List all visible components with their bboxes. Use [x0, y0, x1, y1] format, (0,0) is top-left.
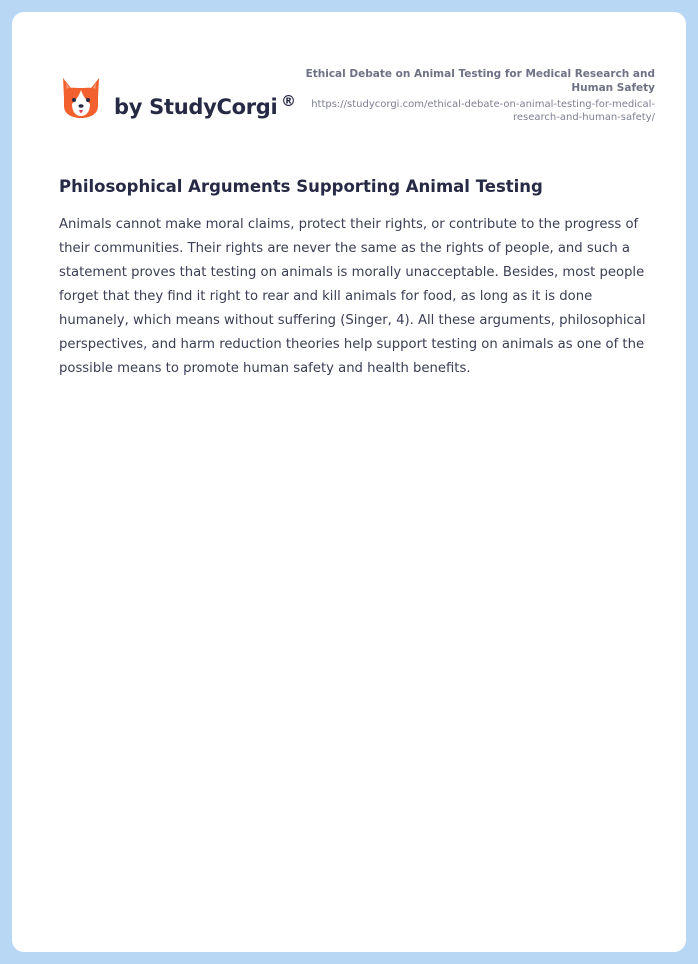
corgi-icon [60, 76, 102, 122]
body-paragraph: Animals cannot make moral claims, protect their rights, or contribute to the progress of their communities. Their rights are never the same as the rights of people, and such a statement proves that testing on animals is morally unacceptable. Besides, most people forget that they find it right to rear and kill animals for food, as long as it is done humanely, which means without suffering (Singer, 4). All these arguments, philosophical perspectives, and harm reduction theories help support testing on animals as one of the possible means to promote human safety and health benefits. [59, 217, 646, 376]
document-page [12, 12, 686, 952]
document-url[interactable]: https://studycorgi.com/ethical-debate-on-animal-testing-for-medical-research-and-human-safety/ [311, 99, 655, 123]
brand-name[interactable]: by StudyCorgi [114, 95, 278, 119]
document-info [305, 67, 655, 124]
studycorgi-logo[interactable] [60, 76, 102, 122]
registered-mark: ® [281, 92, 296, 110]
section-heading: Philosophical Arguments Supporting Animal Testing [59, 177, 543, 196]
document-title: Ethical Debate on Animal Testing for Medical Research and Human Safety [305, 68, 655, 94]
